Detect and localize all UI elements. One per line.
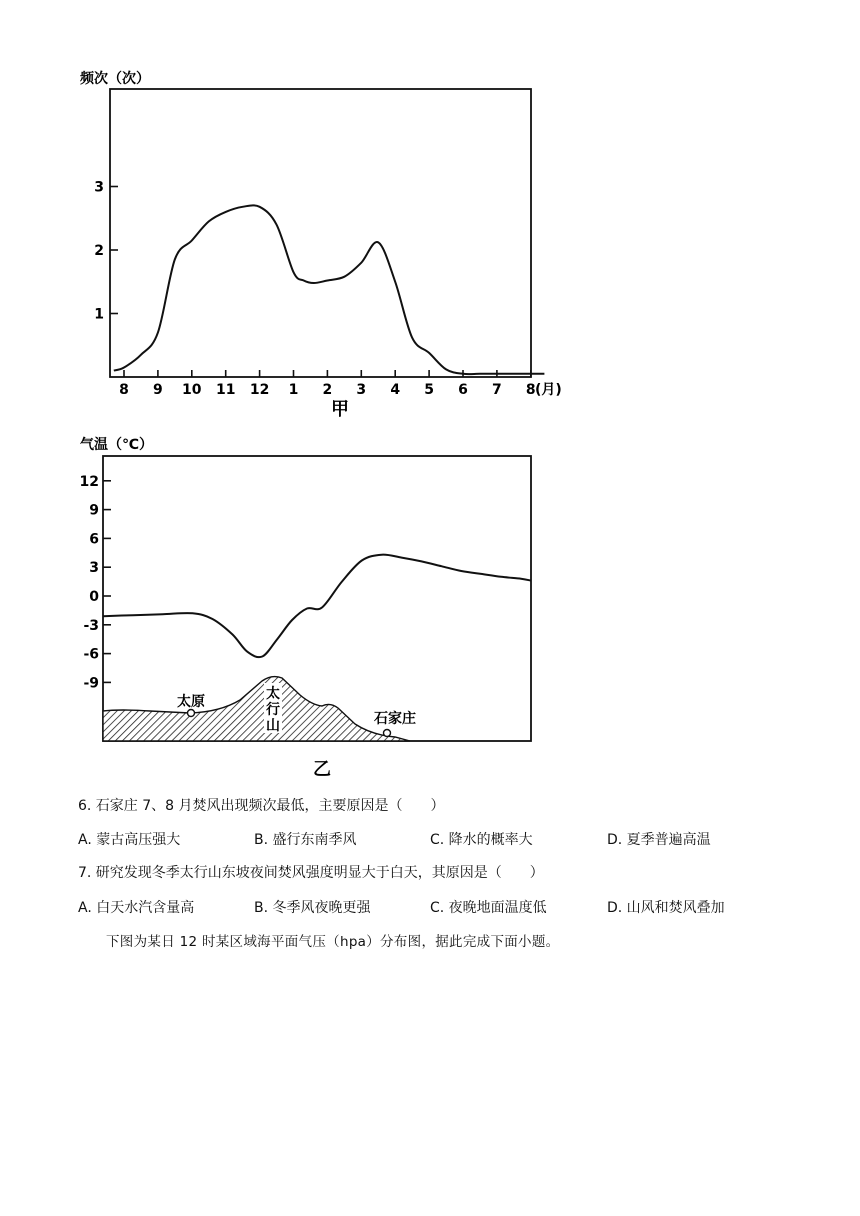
terrain-label-shijiazhuang: 石家庄 [374, 711, 416, 727]
chart-yi-frame [103, 456, 531, 741]
chart-jia-ytick-label: 1 [94, 306, 104, 323]
chart-jia-xtick-label: 8 [119, 382, 129, 398]
chart-jia-xtick-label: 12 [249, 382, 270, 398]
terrain-label-taiyuan: 太原 [177, 694, 205, 710]
question-6-option-b: B. 盛行东南季风 [254, 832, 357, 848]
chart-jia-xtick-label: 3 [356, 382, 367, 398]
chart-yi-ytick-label: 6 [89, 531, 99, 548]
chart-jia-xtick-label: 7 [492, 382, 502, 398]
chart-jia-xtick-label: 5 [424, 382, 434, 398]
chart-yi-caption: 乙 [313, 759, 331, 780]
question-7-option-c: C. 夜晚地面温度低 [430, 900, 547, 916]
chart-jia-xtick-label: 8 [525, 382, 536, 398]
chart-yi-ytick-label: -3 [83, 617, 99, 634]
chart-jia-xlabel: (月) [535, 382, 562, 398]
chart-jia-ytick-label: 3 [94, 179, 104, 196]
chart-jia-ylabel: 频次（次） [80, 71, 150, 87]
chart-jia-caption: 甲 [331, 399, 349, 420]
chart-yi-ytick-label: 9 [89, 502, 99, 519]
chart-yi-ytick-label: 3 [89, 560, 99, 577]
chart-jia [80, 70, 562, 420]
question-7-option-a: A. 白天水汽含量高 [78, 900, 195, 916]
question-7-option-b: B. 冬季风夜晚更强 [254, 900, 371, 916]
chart-yi-ytick-label: -9 [83, 675, 99, 692]
chart-jia-xtick-label: 9 [153, 382, 163, 398]
chart-yi [80, 436, 531, 780]
intro-text: 下图为某日 12 时某区域海平面气压（hpa）分布图，据此完成下面小题。 [106, 934, 560, 950]
question-6-stem: 6. 石家庄 7、8 月焚风出现频次最低，主要原因是（ ） [78, 798, 445, 814]
chart-jia-xtick-label: 2 [322, 382, 333, 398]
taiyuan-marker [188, 710, 195, 717]
chart-jia-ytick-label: 2 [94, 243, 104, 259]
chart-jia-xtick-label: 4 [390, 382, 401, 398]
chart-yi-ylabel: 气温（℃） [80, 437, 153, 453]
question-6-option-a: A. 蒙古高压强大 [78, 832, 181, 848]
question-6-option-d: D. 夏季普遍高温 [607, 832, 711, 848]
chart-yi-ytick-label: 0 [89, 589, 99, 605]
chart-jia-series-line [114, 205, 545, 374]
question-6-option-c: C. 降水的概率大 [430, 832, 533, 848]
terrain-profile [103, 677, 410, 741]
chart-jia-frame [110, 89, 531, 377]
chart-yi-ytick-label: 12 [79, 473, 99, 490]
terrain-label-taihang: 太行山 [266, 686, 280, 734]
chart-jia-xtick-label: 10 [182, 382, 202, 398]
question-7-stem: 7. 研究发现冬季太行山东坡夜间焚风强度明显大于白天，其原因是（ ） [78, 865, 544, 881]
chart-jia-xtick-label: 11 [215, 382, 236, 398]
question-7-option-d: D. 山风和焚风叠加 [607, 900, 725, 916]
chart-yi-ytick-label: -6 [83, 646, 99, 663]
chart-yi-series-line [103, 555, 531, 658]
chart-jia-xtick-label: 6 [458, 382, 468, 398]
chart-jia-xtick-label: 1 [288, 382, 299, 398]
shijiazhuang-marker [384, 730, 391, 737]
